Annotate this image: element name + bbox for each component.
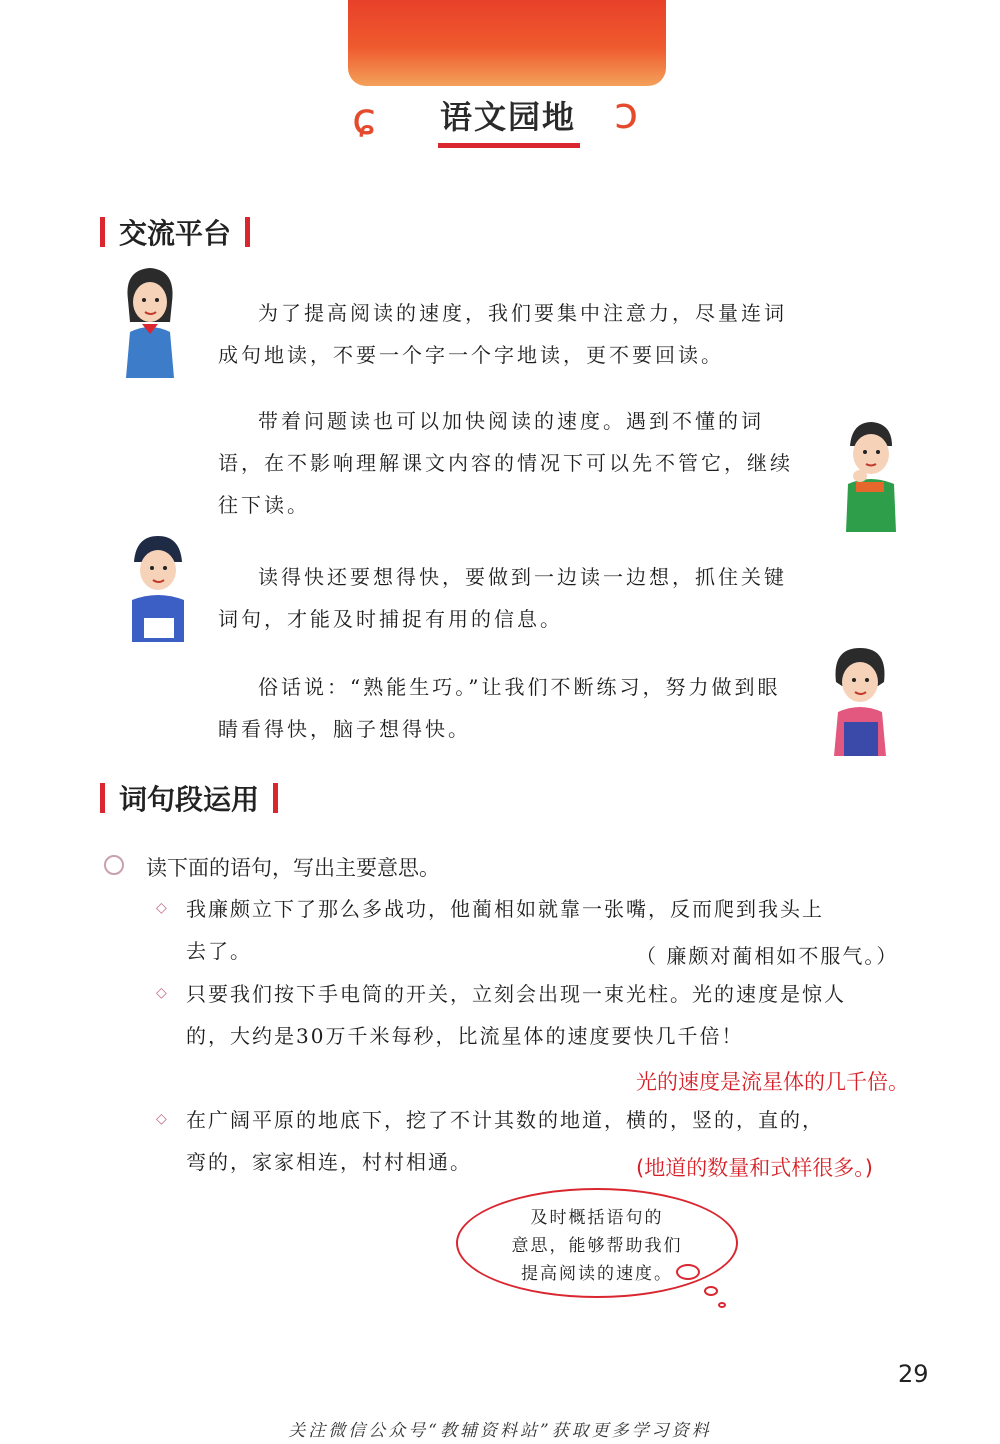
- dialogue-paragraph: 读得快还要想得快，要做到一边读一边想，抓住关键词句，才能及时捕捉有用的信息。: [218, 565, 787, 631]
- exercise-sentence: 弯的，家家相连，村村相通。: [186, 1150, 472, 1174]
- bubble-text: [486, 1204, 708, 1288]
- diamond-bullet-icon: ◇: [156, 1111, 167, 1127]
- bubble-dot: [718, 1302, 726, 1308]
- header-banner: [348, 0, 666, 86]
- exercise-sentence: 的，大约是30万千米每秒，比流星体的速度要快几千倍！: [186, 1024, 744, 1048]
- exercise-icon: [104, 855, 124, 875]
- heading-bar-right: [273, 783, 278, 813]
- heading-bar-right: [245, 217, 250, 247]
- footer-watermark: 关注微信公众号“教辅资料站”获取更多学习资料: [288, 1421, 712, 1441]
- exercise-answer: （ 廉颇对蔺相如不服气。）: [636, 944, 899, 968]
- exercise-answer: 光的速度是流星体的几千倍。: [636, 1070, 909, 1094]
- dialogue-paragraph: 带着问题读也可以加快阅读的速度。遇到不懂的词语，在不影响理解课文内容的情况下可以先不管它，继续往下读。: [218, 409, 793, 517]
- exercise-instruction: 读下面的语句，写出主要意思。: [146, 856, 440, 880]
- section-heading-label: 交流平台: [119, 217, 232, 250]
- exercise-sentence: 在广阔平原的地底下，挖了不计其数的地道，横的，竖的，直的，: [186, 1108, 824, 1132]
- section-heading-label: 词句段运用: [119, 783, 260, 816]
- page-number: 29: [898, 1360, 929, 1388]
- dialogue-paragraph: 为了提高阅读的速度，我们要集中注意力，尽量连词成句地读，不要一个字一个字地读，更不要回读。: [218, 301, 787, 367]
- bubble-line: 及时概括语句的: [530, 1208, 664, 1228]
- bubble-line: 意思，能够帮助我们: [511, 1236, 683, 1256]
- exercise-sentence: 去了。: [186, 939, 252, 963]
- title-underline: [438, 143, 580, 148]
- section-heading-communication: [100, 212, 250, 252]
- girl-character-icon: [820, 640, 900, 760]
- diamond-bullet-icon: ◇: [156, 985, 167, 1001]
- bubble-dot: [676, 1264, 700, 1280]
- bubble-line: 提高阅读的速度。: [521, 1264, 673, 1284]
- page-title: 语文园地: [439, 98, 576, 136]
- swirl-decoration-icon: ɕ: [352, 94, 377, 145]
- exercise-sentence: 我廉颇立下了那么多战功，他蔺相如就靠一张嘴，反而爬到我头上: [186, 897, 824, 921]
- section-heading-usage: [100, 778, 278, 818]
- boy-character-icon: [830, 416, 910, 536]
- dialogue-paragraph: 俗话说：“熟能生巧。”让我们不断练习，努力做到眼睛看得快，脑子想得快。: [218, 675, 781, 741]
- girl-character-icon: [110, 262, 190, 382]
- diamond-bullet-icon: ◇: [156, 900, 167, 916]
- bubble-dot: [704, 1286, 718, 1296]
- exercise-answer: (地道的数量和式样很多。): [636, 1156, 873, 1180]
- exercise-sentence: 只要我们按下手电筒的开关，立刻会出现一束光柱。光的速度是惊人: [186, 982, 846, 1006]
- swirl-decoration-icon: ↄ: [614, 88, 639, 139]
- boy-character-icon: [118, 530, 198, 650]
